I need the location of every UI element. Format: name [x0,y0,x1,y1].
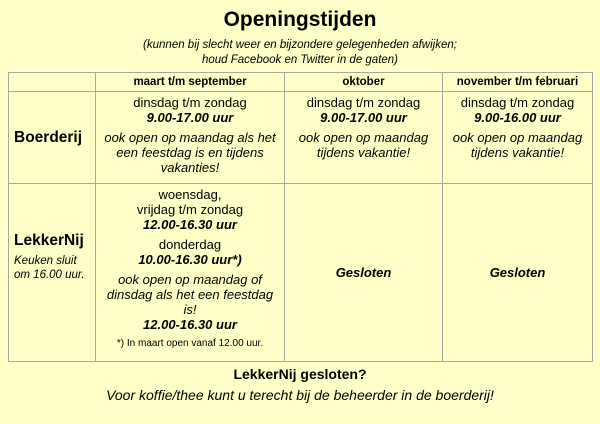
lekkernij-summer-cell [96,184,285,362]
subtitle-line-1: (kunnen bij slecht weer en bijzondere gelegenheden afwijken; [143,39,457,51]
corner-cell [9,73,96,92]
lekkernij-days-2: donderdag [158,237,222,252]
column-header-october: oktober [285,73,443,92]
lekkernij-holiday-note: ook open op maandag of dinsdag als het een feestdag is! [106,272,274,317]
lekkernij-footnote: *) In maart open vanaf 12.00 uur. [116,338,264,349]
lekkernij-hours-2: 10.00-16.30 uur*) [138,252,242,267]
closed-info: Voor koffie/thee kunt u terecht bij de beheerder in de boerderij! [106,387,494,403]
boerderij-summer-note: ook open op maandag als het een feestdag is en tijdens vakanties! [104,130,276,175]
header-row [9,73,593,92]
boerderij-winter-hours: 9.00-16.00 uur [474,110,561,125]
lekkernij-label-cell [9,184,96,362]
subtitle-line-2: houd Facebook en Twitter in de gaten) [201,54,399,66]
column-header-summer: maart t/m september [96,73,285,92]
lekkernij-winter-closed: Gesloten [443,184,593,362]
boerderij-winter-days: dinsdag t/m zondag [460,95,575,110]
boerderij-october-note: ook open op maandag tijdens vakantie! [298,130,429,160]
lekkernij-row [9,184,593,362]
subtitle [0,38,600,68]
closed-heading: LekkerNij gesloten? [233,366,367,382]
boerderij-october-cell [285,92,443,184]
lekkernij-hours-3: 12.00-16.30 uur [143,317,237,332]
column-header-winter: november t/m februari [443,73,593,92]
boerderij-summer-cell [96,92,285,184]
lekkernij-label: LekkerNij [14,232,84,249]
opening-hours-table [8,72,593,362]
lekkernij-days-1b: vrijdag t/m zondag [136,202,244,217]
boerderij-row [9,92,593,184]
lekkernij-kitchen-note: Keuken sluit om 16.00 uur. [14,255,85,281]
lekkernij-hours-1: 12.00-16.30 uur [143,217,237,232]
boerderij-october-days: dinsdag t/m zondag [306,95,421,110]
page-title: Openingstijden [223,8,377,31]
lekkernij-october-closed: Gesloten [285,184,443,362]
boerderij-summer-days: dinsdag t/m zondag [133,95,247,110]
boerderij-winter-cell [443,92,593,184]
lekkernij-days-1a: woensdag, [158,187,222,202]
boerderij-winter-note: ook open op maandag tijdens vakantie! [452,130,583,160]
boerderij-october-hours: 9.00-17.00 uur [320,110,407,125]
boerderij-label: Boerderij [9,92,96,184]
boerderij-summer-hours: 9.00-17.00 uur [146,110,234,125]
